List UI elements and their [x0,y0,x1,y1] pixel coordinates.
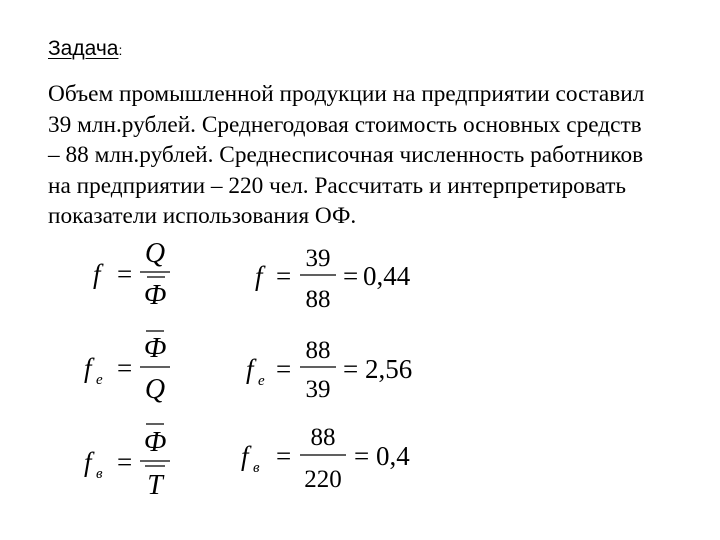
fv-equals: = [117,447,133,477]
problem-line: на предприятии – 220 чел. Рассчитать и интерпретировать [48,172,627,199]
fo-result-equals: = [343,261,359,291]
problem-line: – 88 млн.рублей. Среднесписочная численность работников [48,142,644,168]
fo-equals: = [117,259,133,289]
formula-fo-numeric [255,245,411,313]
fo-numeric-symbol: f [255,261,263,291]
formula-fv-numeric [241,424,410,493]
fv-result-equals: = [354,441,370,471]
task-heading-word: Задача [48,37,119,60]
fv-general-denominator: T [147,470,163,501]
formula-fv-general [84,424,170,501]
problem-line: показатели использования ОФ. [48,203,357,229]
fv-result: 0,4 [376,441,410,471]
fe-result-equals: = [343,354,359,384]
fo-numeric-denominator: 88 [305,286,331,313]
fo-numeric-numerator: 39 [305,245,331,272]
fo-result: 0,44 [363,261,411,291]
fv-symbol: f [84,447,92,477]
fe-numeric-numerator: 88 [305,337,331,364]
fo-general-numerator: Q [144,238,166,269]
fe-general-numerator: Ф [143,333,167,364]
fo-numeric-equals: = [276,261,292,291]
formula-fe-general [84,331,170,405]
fe-subscript: е [96,372,103,388]
fv-general-numerator: Ф [143,427,167,458]
fe-numeric-equals: = [276,354,292,384]
fe-numeric-symbol: f [246,354,254,384]
fo-general-denominator: Ф [143,280,167,311]
formula-fe-numeric [246,337,412,403]
fv-numeric-subscript: в [253,460,260,476]
fe-numeric-denominator: 39 [305,376,331,403]
formula-fo-general [93,238,170,311]
problem-line: Объем промышленной продукции на предприятии составил [48,81,645,107]
fv-numeric-numerator: 88 [310,424,336,451]
fe-equals: = [117,353,133,383]
fe-general-denominator: Q [144,374,166,405]
fv-subscript: в [96,466,103,482]
fe-result: 2,56 [365,354,413,384]
fv-numeric-equals: = [276,441,292,471]
fe-numeric-subscript: е [258,373,265,389]
fo-symbol: f [93,259,101,289]
fe-symbol: f [84,353,92,383]
fv-numeric-symbol: f [241,441,249,471]
problem-line: 39 млн.рублей. Среднегодовая стоимость основных средств [48,111,642,138]
task-heading-colon: : [118,42,123,58]
fv-numeric-denominator: 220 [304,466,342,493]
